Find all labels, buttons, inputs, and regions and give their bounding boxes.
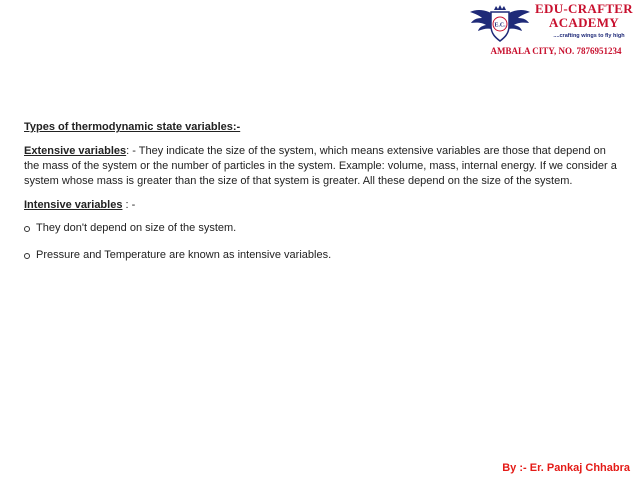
hollow-bullet-icon [24,253,30,259]
hollow-bullet-icon [24,226,30,232]
logo-initials: E.C. [494,22,506,29]
intensive-paragraph [24,198,624,213]
intensive-points-list [24,221,624,263]
list-item-text: Pressure and Temperature are known as intensive variables. [36,249,332,261]
academy-address: AMBALA CITY, NO. 7876951234 [490,46,622,56]
academy-name [532,2,636,30]
winged-shield-emblem-icon [468,4,532,44]
list-item [24,248,624,263]
academy-name-line2: ACADEMY [549,15,619,30]
brand-header [468,2,636,66]
list-item [24,221,624,236]
academy-tagline: ....crafting wings to fly high [553,33,625,39]
intensive-term: Intensive variables [24,199,123,211]
extensive-text: : - They indicate the size of the system, which means extensive variables are those that depend on the mass of the system or the number of particles in the system. Example: volume, mass, internal energy. If we consider a system whose mass is greater than the size of that system is greater. All these depend on the size of the system. [24,145,617,187]
extensive-paragraph [24,144,624,189]
extensive-term: Extensive variables [24,145,127,157]
list-item-text: They don't depend on size of the system. [36,222,237,234]
academy-name-line1: EDU-CRAFTER [535,1,633,16]
slide-content [24,120,624,275]
author-credit: By :- Er. Pankaj Chhabra [502,462,630,474]
intensive-text: : - [125,199,136,211]
section-heading: Types of thermodynamic state variables:- [24,121,241,133]
